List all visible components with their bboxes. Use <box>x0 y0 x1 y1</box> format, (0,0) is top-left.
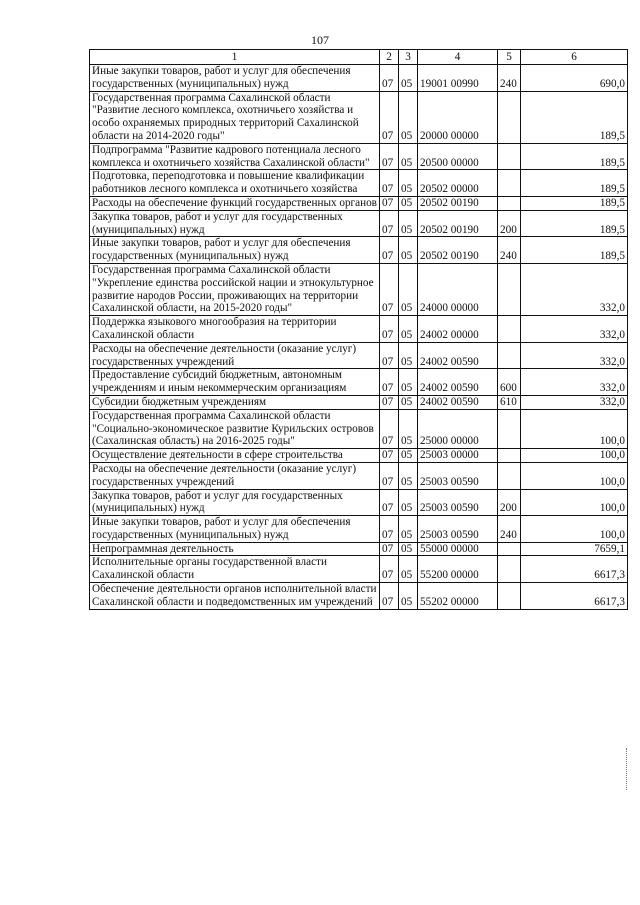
row-expense-type: 240 <box>498 516 521 543</box>
row-subsection: 05 <box>399 210 418 237</box>
row-amount: 189,5 <box>521 143 628 170</box>
row-subsection: 05 <box>399 462 418 489</box>
row-expense-type <box>498 449 521 463</box>
row-target-code: 25003 00590 <box>418 462 498 489</box>
table-row <box>90 210 628 237</box>
row-amount: 189,5 <box>521 91 628 143</box>
row-target-code: 20502 00190 <box>418 196 498 210</box>
row-subsection: 05 <box>399 369 418 396</box>
table-row <box>90 65 628 92</box>
row-target-code: 55000 00000 <box>418 542 498 556</box>
table-row <box>90 342 628 369</box>
row-name: Закупка товаров, работ и услуг для государственных (муниципальных) нужд <box>90 210 380 237</box>
row-section: 07 <box>380 196 399 210</box>
table-row <box>90 489 628 516</box>
budget-table <box>89 49 628 610</box>
row-expense-type: 240 <box>498 237 521 264</box>
row-section: 07 <box>380 91 399 143</box>
row-section: 07 <box>380 395 399 409</box>
table-row <box>90 91 628 143</box>
row-name: Осуществление деятельности в сфере строительства <box>90 449 380 463</box>
row-expense-type <box>498 542 521 556</box>
row-subsection: 05 <box>399 342 418 369</box>
row-section: 07 <box>380 210 399 237</box>
row-name: Субсидии бюджетным учреждениям <box>90 395 380 409</box>
row-amount: 332,0 <box>521 395 628 409</box>
row-name: Расходы на обеспечение деятельности (оказание услуг) государственных учреждений <box>90 462 380 489</box>
row-subsection: 05 <box>399 237 418 264</box>
row-name: Исполнительные органы государственной власти Сахалинской области <box>90 556 380 583</box>
table-row <box>90 369 628 396</box>
row-subsection: 05 <box>399 143 418 170</box>
table-row <box>90 143 628 170</box>
row-target-code: 55202 00000 <box>418 583 498 610</box>
row-target-code: 20000 00000 <box>418 91 498 143</box>
row-expense-type: 600 <box>498 369 521 396</box>
row-expense-type <box>498 263 521 315</box>
row-target-code: 24000 00000 <box>418 263 498 315</box>
row-amount: 189,5 <box>521 196 628 210</box>
row-section: 07 <box>380 462 399 489</box>
row-amount: 332,0 <box>521 263 628 315</box>
table-row <box>90 516 628 543</box>
row-name: Расходы на обеспечение функций государственных органов <box>90 196 380 210</box>
row-subsection: 05 <box>399 489 418 516</box>
row-name: Поддержка языкового многообразия на территории Сахалинской области <box>90 316 380 343</box>
row-expense-type <box>498 91 521 143</box>
table-row <box>90 237 628 264</box>
row-name: Подпрограмма "Развитие кадрового потенциала лесного комплекса и охотничьего хозяйства Сахалинской области" <box>90 143 380 170</box>
row-subsection: 05 <box>399 583 418 610</box>
row-amount: 100,0 <box>521 489 628 516</box>
row-subsection: 05 <box>399 395 418 409</box>
row-amount: 189,5 <box>521 237 628 264</box>
row-expense-type <box>498 143 521 170</box>
table-row <box>90 316 628 343</box>
row-name: Иные закупки товаров, работ и услуг для обеспечения государственных (муниципальных) нужд <box>90 65 380 92</box>
row-expense-type <box>498 316 521 343</box>
row-subsection: 05 <box>399 409 418 448</box>
row-target-code: 20502 00190 <box>418 210 498 237</box>
row-section: 07 <box>380 342 399 369</box>
row-section: 07 <box>380 409 399 448</box>
row-expense-type <box>498 583 521 610</box>
row-subsection: 05 <box>399 263 418 315</box>
row-expense-type <box>498 556 521 583</box>
row-target-code: 25003 00590 <box>418 516 498 543</box>
table-row <box>90 583 628 610</box>
column-header-expense-type: 5 <box>498 50 521 65</box>
row-expense-type: 200 <box>498 489 521 516</box>
row-subsection: 05 <box>399 196 418 210</box>
row-name: Иные закупки товаров, работ и услуг для обеспечения государственных (муниципальных) нужд <box>90 516 380 543</box>
row-amount: 100,0 <box>521 516 628 543</box>
table-row <box>90 395 628 409</box>
row-section: 07 <box>380 583 399 610</box>
row-section: 07 <box>380 170 399 197</box>
row-amount: 332,0 <box>521 316 628 343</box>
row-name: Закупка товаров, работ и услуг для государственных (муниципальных) нужд <box>90 489 380 516</box>
column-header-name: 1 <box>90 50 380 65</box>
column-header-target-code: 4 <box>418 50 498 65</box>
row-section: 07 <box>380 489 399 516</box>
row-name: Государственная программа Сахалинской области "Укрепление единства российской нации и этнокультурное развитие народов России, проживающих на территории Сахалинской области, на 2015-2020 годы" <box>90 263 380 315</box>
column-header-subsection: 3 <box>399 50 418 65</box>
table-row <box>90 556 628 583</box>
table-row <box>90 196 628 210</box>
row-amount: 6617,3 <box>521 583 628 610</box>
table-header-row <box>90 50 628 65</box>
row-name: Иные закупки товаров, работ и услуг для обеспечения государственных (муниципальных) нужд <box>90 237 380 264</box>
row-target-code: 20502 00190 <box>418 237 498 264</box>
row-section: 07 <box>380 65 399 92</box>
scan-edge-mark <box>626 748 629 790</box>
row-subsection: 05 <box>399 556 418 583</box>
row-expense-type <box>498 342 521 369</box>
row-subsection: 05 <box>399 542 418 556</box>
row-section: 07 <box>380 516 399 543</box>
table-row <box>90 263 628 315</box>
row-name: Непрограммная деятельность <box>90 542 380 556</box>
row-target-code: 25003 00000 <box>418 449 498 463</box>
row-amount: 6617,3 <box>521 556 628 583</box>
row-section: 07 <box>380 449 399 463</box>
row-subsection: 05 <box>399 65 418 92</box>
row-name: Обеспечение деятельности органов исполнительной власти Сахалинской области и подведомственных им учреждений <box>90 583 380 610</box>
row-target-code: 24002 00590 <box>418 395 498 409</box>
table-row <box>90 462 628 489</box>
column-header-section: 2 <box>380 50 399 65</box>
row-target-code: 24002 00590 <box>418 342 498 369</box>
row-target-code: 25000 00000 <box>418 409 498 448</box>
row-expense-type <box>498 462 521 489</box>
row-target-code: 20502 00000 <box>418 170 498 197</box>
row-subsection: 05 <box>399 449 418 463</box>
table-row <box>90 449 628 463</box>
row-subsection: 05 <box>399 516 418 543</box>
row-amount: 100,0 <box>521 449 628 463</box>
row-section: 07 <box>380 556 399 583</box>
row-expense-type <box>498 196 521 210</box>
row-target-code: 19001 00990 <box>418 65 498 92</box>
row-amount: 100,0 <box>521 409 628 448</box>
row-section: 07 <box>380 263 399 315</box>
row-target-code: 25003 00590 <box>418 489 498 516</box>
row-expense-type <box>498 170 521 197</box>
row-target-code: 24002 00590 <box>418 369 498 396</box>
table-row <box>90 409 628 448</box>
row-section: 07 <box>380 143 399 170</box>
row-section: 07 <box>380 369 399 396</box>
row-name: Государственная программа Сахалинской области "Развитие лесного комплекса, охотничьего хозяйства и особо охраняемых природных территорий Сахалинской области на 2014-2020 годы" <box>90 91 380 143</box>
row-amount: 189,5 <box>521 170 628 197</box>
column-header-amount: 6 <box>521 50 628 65</box>
page-number: 107 <box>311 33 329 47</box>
row-amount: 332,0 <box>521 369 628 396</box>
row-target-code: 20500 00000 <box>418 143 498 170</box>
row-expense-type: 240 <box>498 65 521 92</box>
row-target-code: 55200 00000 <box>418 556 498 583</box>
row-expense-type <box>498 409 521 448</box>
row-subsection: 05 <box>399 170 418 197</box>
row-amount: 189,5 <box>521 210 628 237</box>
row-section: 07 <box>380 316 399 343</box>
row-subsection: 05 <box>399 91 418 143</box>
table-row <box>90 542 628 556</box>
row-section: 07 <box>380 237 399 264</box>
row-name: Расходы на обеспечение деятельности (оказание услуг) государственных учреждений <box>90 342 380 369</box>
row-target-code: 24002 00000 <box>418 316 498 343</box>
row-amount: 7659,1 <box>521 542 628 556</box>
table-row <box>90 170 628 197</box>
row-expense-type: 200 <box>498 210 521 237</box>
row-name: Предоставление субсидий бюджетным, автономным учреждениям и иным некоммерческим организациям <box>90 369 380 396</box>
row-amount: 100,0 <box>521 462 628 489</box>
row-expense-type: 610 <box>498 395 521 409</box>
row-name: Государственная программа Сахалинской области "Социально-экономическое развитие Курильских островов (Сахалинская область) на 2016-2025 годы" <box>90 409 380 448</box>
row-amount: 332,0 <box>521 342 628 369</box>
row-amount: 690,0 <box>521 65 628 92</box>
row-section: 07 <box>380 542 399 556</box>
row-name: Подготовка, переподготовка и повышение квалификации работников лесного комплекса и охотничьего хозяйства <box>90 170 380 197</box>
row-subsection: 05 <box>399 316 418 343</box>
